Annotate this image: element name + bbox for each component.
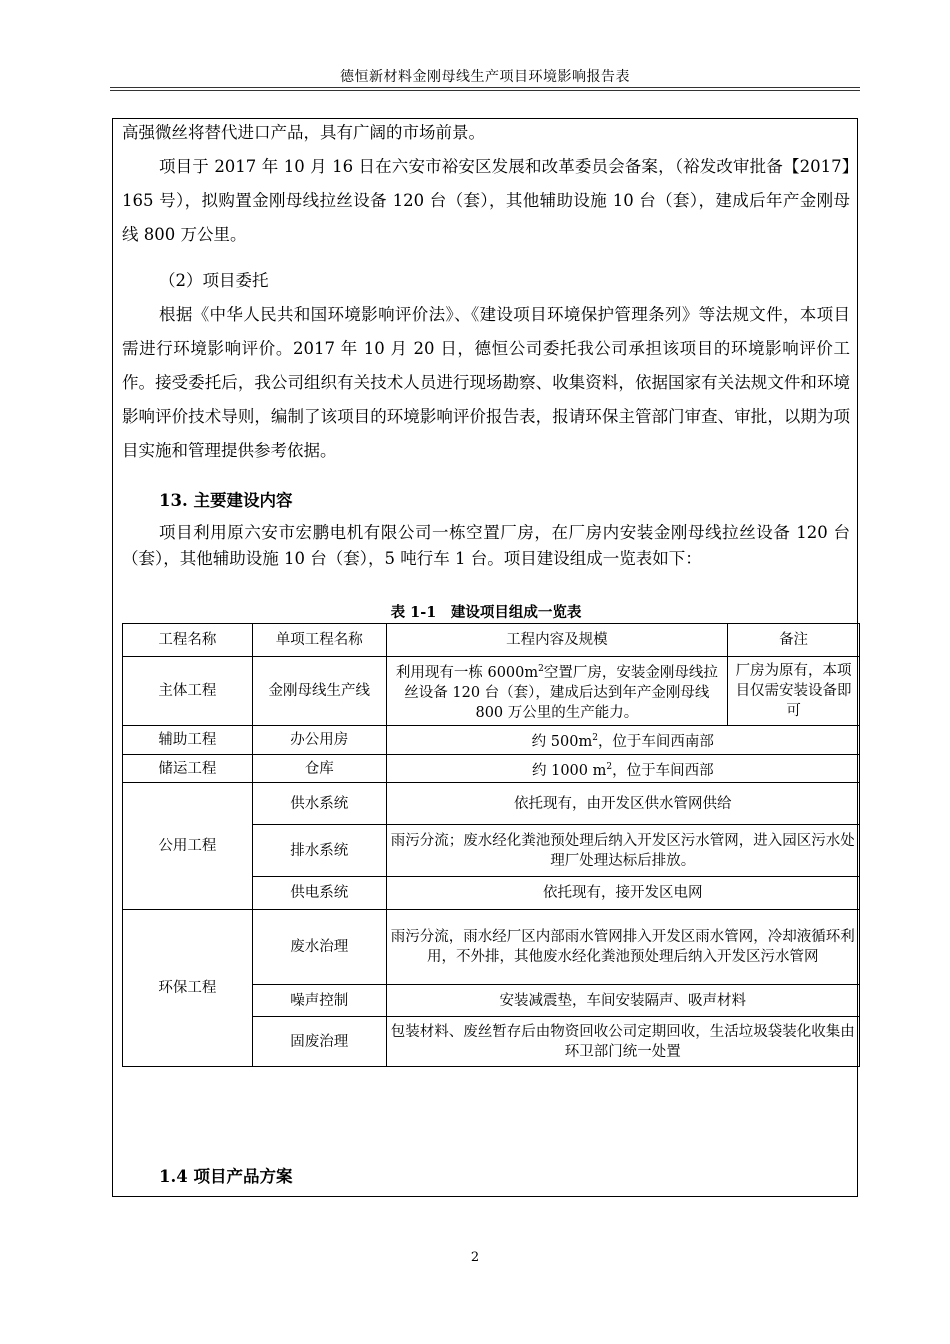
content-cell: 依托现有，接开发区电网 xyxy=(386,877,859,910)
content-cell: 约 1000 $m^2$，位于车间西部 xyxy=(386,754,859,783)
item-cell: 噪声控制 xyxy=(252,985,386,1017)
header-cell: 工程内容及规模 xyxy=(386,624,728,657)
category-cell: 主体工程 xyxy=(123,657,253,726)
content-cell: 包装材料、废丝暂存后由物资回收公司定期回收，生活垃圾袋装化收集由环卫部门统一处置 xyxy=(386,1017,859,1067)
content-cell: 安装减震垫，车间安装隔声、吸声材料 xyxy=(386,985,859,1017)
table-header-row xyxy=(123,624,860,657)
item-cell: 金刚母线生产线 xyxy=(252,657,386,726)
category-cell: 储运工程 xyxy=(123,754,253,783)
item-cell: 废水治理 xyxy=(252,910,386,985)
table-caption: 表 1-1 建设项目组成一览表 xyxy=(390,604,582,621)
item-cell: 办公用房 xyxy=(252,725,386,754)
paragraph-commission: 根据《中华人民共和国环境影响评价法》、《建设项目环境保护管理条列》等法规文件，本项目需进行环境影响评价。2017 年 10 月 20 日，德恒公司委托我公司承担该项目的环境影响评价工作。接受委托后，我公司组织有关技术人员进行现场勘察、收集资料，依据国家有关法规文件和环境影响评价技术导则，编制了该项目的环境影响评价报告表，报请环保主管部门审查、审批，以期为项目实施和管理提供参考依据。 xyxy=(122,305,850,460)
composition-table xyxy=(122,623,860,1067)
paragraph-construction: 项目利用原六安市宏鹏电机有限公司一栋空置厂房，在厂房内安装金刚母线拉丝设备 120 台（套），其他辅助设施 10 台（套），5 吨行车 1 台。项目建设组成一览表如下： xyxy=(122,523,850,568)
content-cell: 依托现有，由开发区供水管网供给 xyxy=(386,783,859,825)
section-heading-products: 1.4 项目产品方案 xyxy=(159,1167,293,1186)
header-cell: 备注 xyxy=(728,624,860,657)
category-cell: 公用工程 xyxy=(123,783,253,910)
paragraph-commission-heading: （2）项目委托 xyxy=(159,271,269,290)
item-cell: 仓库 xyxy=(252,754,386,783)
section-heading-construction: 13. 主要建设内容 xyxy=(159,491,293,510)
paragraph-market-outlook: 高强微丝将替代进口产品，具有广阔的市场前景。 xyxy=(122,123,485,142)
paragraph-filing: 项目于 2017 年 10 月 16 日在六安市裕安区发展和改革委员会备案，（裕发改审批备【2017】165 号），拟购置金刚母线拉丝设备 120 台（套），其他辅助设施 10 台（套），建成后年产金刚母线 800 万公里。 xyxy=(122,157,850,244)
content-cell: 利用现有一栋 $6000m^2$空置厂房，安装金刚母线拉丝设备 120 台（套），建成后达到年产金刚母线 800 万公里的生产能力。 xyxy=(386,657,728,726)
note-cell: 厂房为原有，本项目仅需安装设备即可 xyxy=(728,657,860,726)
header-cell: 单项工程名称 xyxy=(252,624,386,657)
category-cell: 环保工程 xyxy=(123,910,253,1067)
running-header: 德恒新材料金刚母线生产项目环境影响报告表 xyxy=(340,69,630,85)
item-cell: 供水系统 xyxy=(252,783,386,825)
table-row xyxy=(123,725,860,754)
table-row xyxy=(123,783,860,825)
table-row xyxy=(123,910,860,985)
category-cell: 辅助工程 xyxy=(123,725,253,754)
table-row xyxy=(123,657,860,726)
item-cell: 排水系统 xyxy=(252,825,386,877)
header-rule xyxy=(110,87,860,91)
content-cell: 雨污分流；废水经化粪池预处理后纳入开发区污水管网，进入园区污水处理厂处理达标后排放。 xyxy=(386,825,859,877)
table-row xyxy=(123,754,860,783)
page-number: 2 xyxy=(470,1250,480,1265)
item-cell: 固废治理 xyxy=(252,1017,386,1067)
content-cell: 约 $500m^2$，位于车间西南部 xyxy=(386,725,859,754)
header-cell: 工程名称 xyxy=(123,624,253,657)
item-cell: 供电系统 xyxy=(252,877,386,910)
content-cell: 雨污分流，雨水经厂区内部雨水管网排入开发区雨水管网，冷却液循环利用，不外排，其他废水经化粪池预处理后纳入开发区污水管网 xyxy=(386,910,859,985)
